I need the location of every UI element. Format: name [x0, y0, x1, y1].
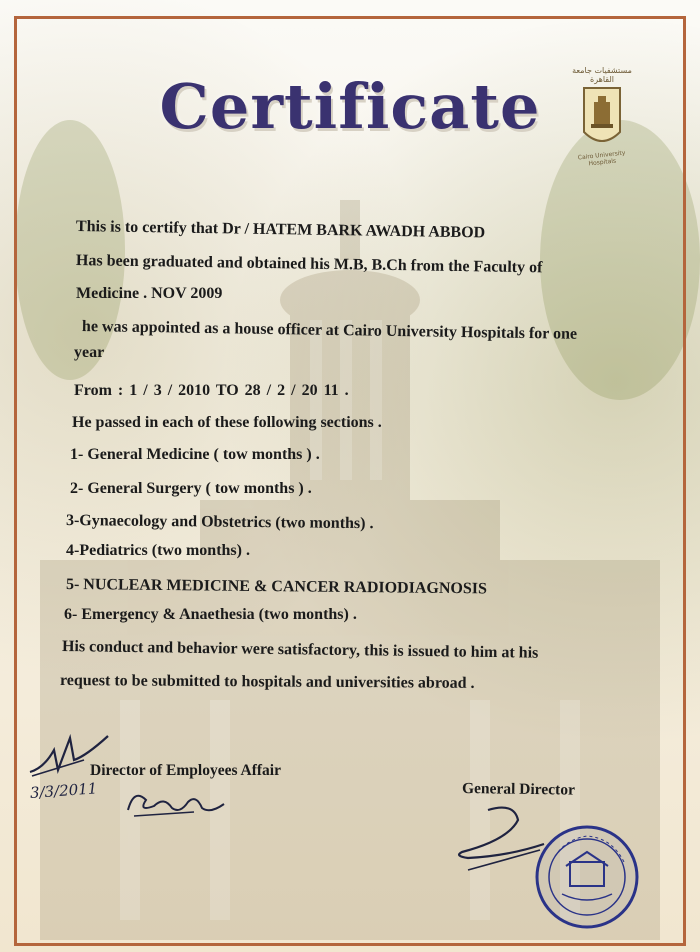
request-line: request to be submitted to hospitals and universities abroad .	[59, 672, 475, 692]
handwritten-date: 3/3/2011	[29, 779, 98, 802]
section-item: 5- NUCLEAR MEDICINE & CANCER RADIODIAGNOSIS	[65, 576, 487, 598]
section-item: 2- General Surgery ( tow months ) .	[70, 480, 312, 497]
right-signatory-title: General Director	[461, 780, 576, 799]
section-item: 6- Emergency & Anaethesia (two months) .	[64, 606, 357, 623]
conduct-line: His conduct and behavior were satisfactory, this is issued to him at his	[61, 638, 539, 662]
official-seal-icon	[532, 822, 642, 932]
sections-intro: He passed in each of these following sections .	[72, 414, 382, 431]
period-line: From : 1 / 3 / 2010 TO 28 / 2 / 20 11 .	[74, 382, 349, 399]
logo-arabic-text: مستشفيات جامعة القاهرة	[572, 66, 632, 84]
appointment-duration: year	[74, 344, 105, 361]
initials-signature-icon	[24, 730, 114, 780]
faculty-date-line: Medicine . NOV 2009	[76, 285, 223, 302]
left-signatory-title: Director of Employees Affair	[90, 762, 281, 779]
logo-english-text: Cairo University Hospitals	[577, 149, 626, 168]
section-item: 1- General Medicine ( tow months ) .	[70, 446, 320, 463]
section-item: 4-Pediatrics (two months) .	[66, 542, 250, 559]
certificate-title: Certificate	[159, 70, 541, 143]
appointment-line: he was appointed as a house officer at Cairo University Hospitals for one	[81, 318, 578, 343]
section-item: 3-Gynaecology and Obstetrics (two months) .	[65, 512, 374, 533]
certify-line: This is to certify that Dr / HATEM BARK AWADH ABBOD	[75, 218, 486, 242]
director-employees-signature-icon	[124, 782, 234, 822]
graduation-line: Has been graduated and obtained his M.B, B.Ch from the Faculty of	[75, 252, 543, 277]
